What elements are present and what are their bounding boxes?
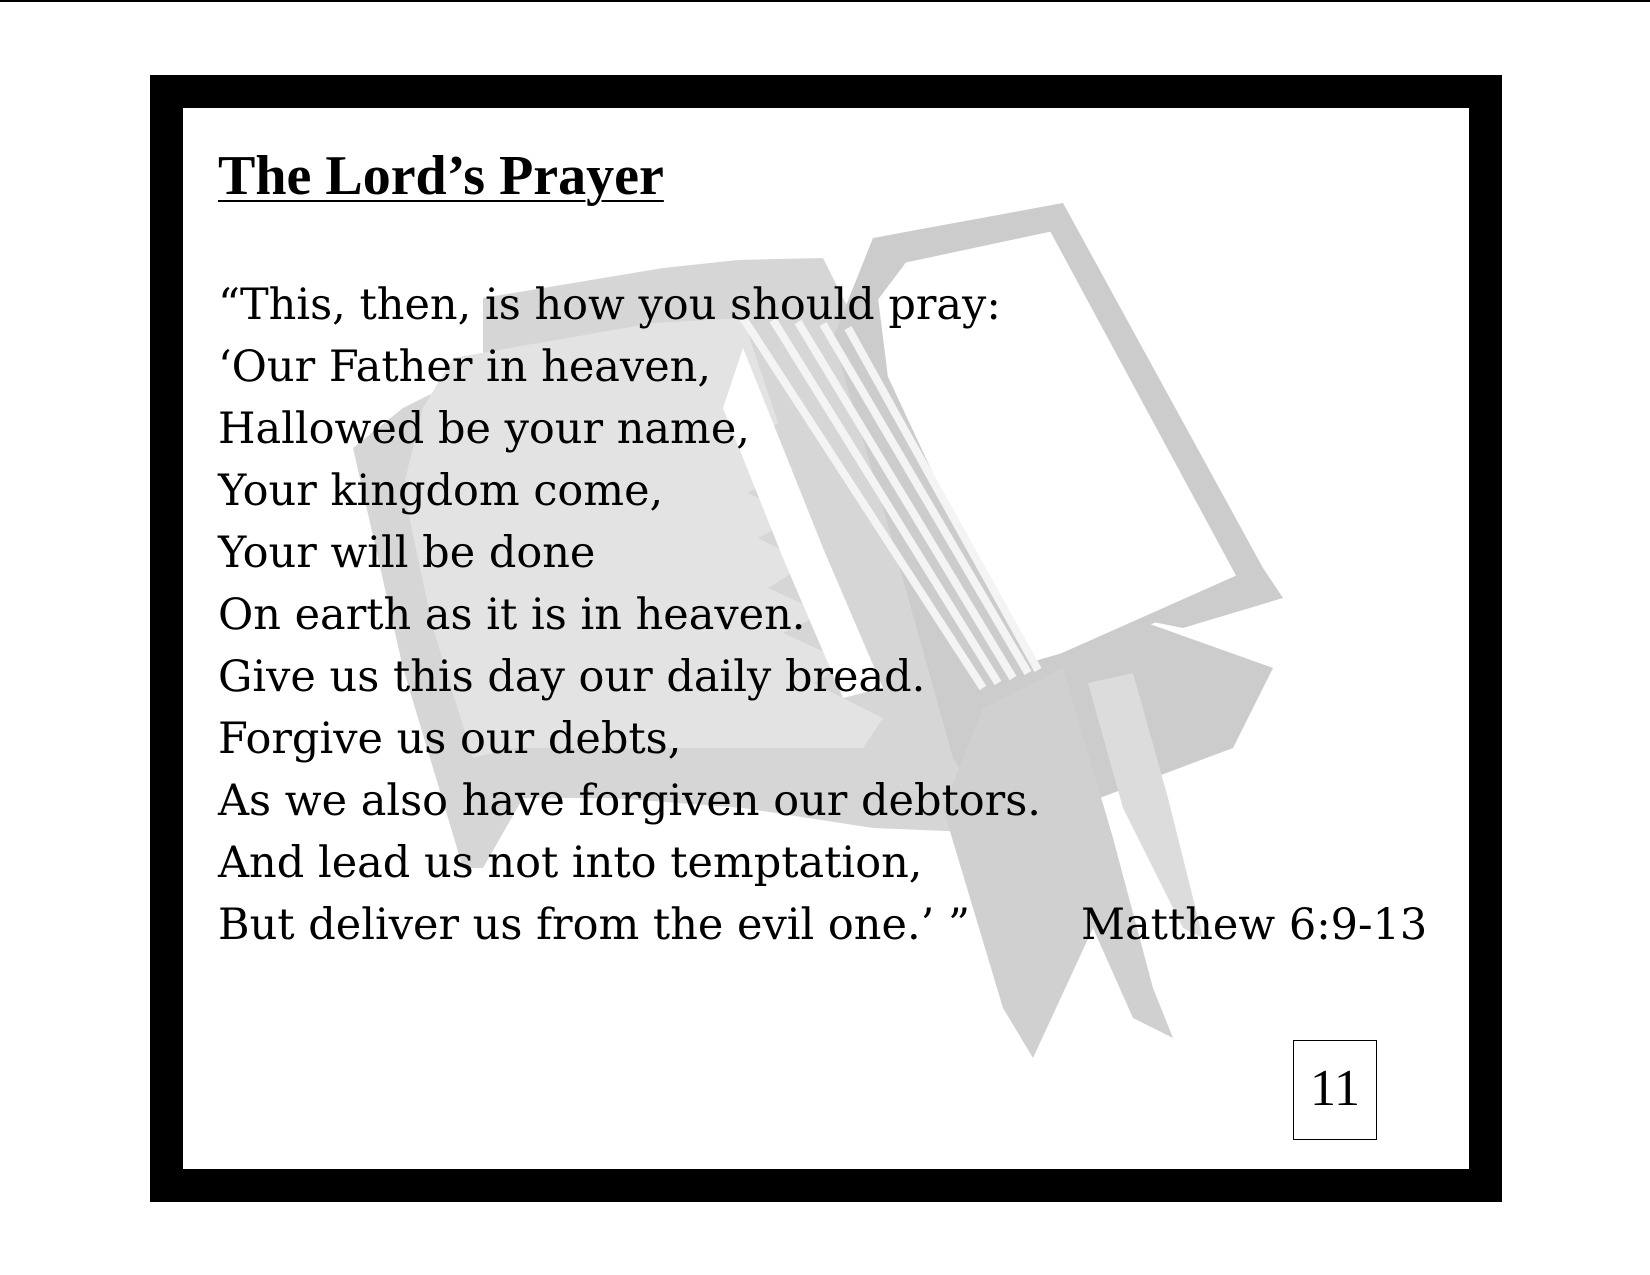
card-body xyxy=(183,108,1469,1169)
verse-line: ‘Our Father in heaven, xyxy=(218,342,712,392)
top-rule xyxy=(0,0,1650,2)
verse-line: Your kingdom come, xyxy=(218,466,664,516)
verse-line: On earth as it is in heaven. xyxy=(218,590,806,640)
verse-line: But deliver us from the evil one.’ ” xyxy=(218,900,970,950)
verse-line: And lead us not into temptation, xyxy=(218,838,923,888)
page-number-box: 11 xyxy=(1293,1040,1377,1140)
verse-line: Forgive us our debts, xyxy=(218,714,682,764)
page-title: The Lord’s Prayer xyxy=(218,145,664,207)
verse-line: As we also have forgiven our debtors. xyxy=(218,776,1041,826)
verse-line: Give us this day our daily bread. xyxy=(218,652,926,702)
verse-line: “This, then, is how you should pray: xyxy=(218,280,1001,330)
verse-line: Hallowed be your name, xyxy=(218,404,750,454)
verse-line: Your will be done xyxy=(218,528,596,578)
prayer-verse xyxy=(218,274,1041,956)
scripture-reference: Matthew 6:9-13 xyxy=(1081,900,1428,950)
card-frame xyxy=(150,75,1502,1202)
